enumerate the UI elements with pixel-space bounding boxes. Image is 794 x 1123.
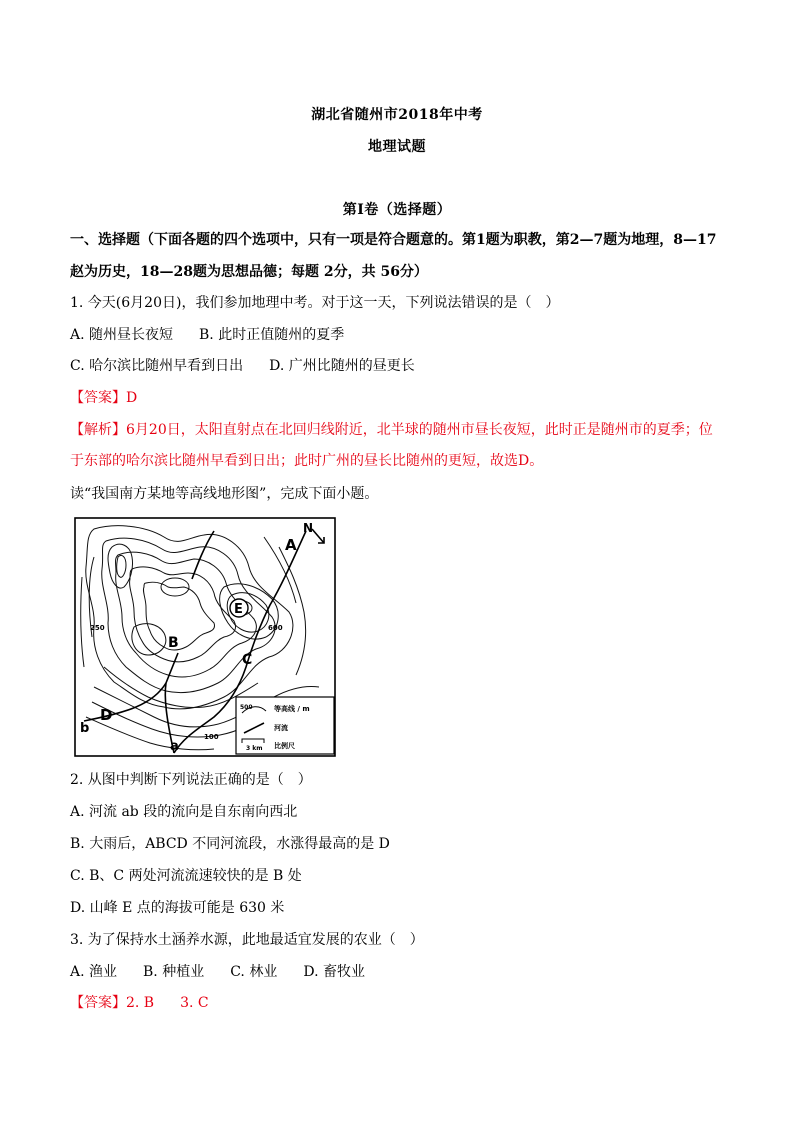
question-1-option-a: A. 随州昼长夜短 [70, 327, 174, 343]
question-3-option-d: D. 畜牧业 [303, 964, 365, 980]
point-c-label: C [242, 652, 253, 668]
question-1-stem: 1. 今天(6月20日)，我们参加地理中考。对于这一天，下列说法错误的是（ ） [70, 295, 560, 311]
question-2-stem: 2. 从图中判断下列说法正确的是（ ） [70, 772, 312, 788]
reading-intro: 读“我国南方某地等高线地形图”，完成下面小题。 [70, 486, 379, 502]
contour-100-label: 100 [204, 733, 219, 741]
question-1-option-d: D. 广州比随州的昼更长 [269, 358, 415, 374]
question-2-option-d: D. 山峰 E 点的海拔可能是 630 米 [70, 900, 285, 916]
question-2-option-b: B. 大雨后，ABCD 不同河流段，水涨得最高的是 D [70, 836, 390, 852]
point-a-label: A [285, 536, 297, 554]
answer-tag: 【答案】 [70, 390, 126, 406]
question-1-answer [70, 388, 730, 408]
legend-river-text: 河流 [274, 724, 288, 732]
question-1-option-c: C. 哈尔滨比随州早看到日出 [70, 358, 244, 374]
section-heading: 第Ⅰ卷（选择题） [342, 202, 452, 218]
point-d-label: D [100, 706, 113, 724]
contour-250-label: 250 [90, 624, 105, 632]
point-b-label: B [168, 635, 179, 651]
question-3-option-c: C. 林业 [230, 964, 278, 980]
contour-600-label: 600 [268, 624, 283, 632]
point-e-label: E [234, 602, 243, 617]
document-subtitle: 地理试题 [368, 139, 426, 155]
instructions-line-2: 赵为历史，18—28题为思想品德；每题 2分，共 56分） [70, 264, 428, 280]
question-1-option-b: B. 此时正值随州的夏季 [199, 327, 345, 343]
question-3-option-b: B. 种植业 [143, 964, 205, 980]
answer-3: 3. C [180, 995, 209, 1011]
legend-contour-text: 等高线 / m [274, 705, 310, 713]
question-2-option-a: A. 河流 ab 段的流向是自东南向西北 [70, 804, 298, 820]
legend-scale-text: 比例尺 [274, 742, 295, 750]
legend-contour-value: 500 [240, 704, 253, 711]
question-3-stem: 3. 为了保持水土涵养水源，此地最适宜发展的农业（ ） [70, 932, 424, 948]
contour-map [74, 517, 336, 757]
question-1-analysis-line-1 [70, 420, 730, 440]
river-b-label: b [80, 721, 90, 736]
river-a-label: a [170, 739, 179, 754]
question-1-analysis-line-2: 于东部的哈尔滨比随州早看到日出；此时广州的昼长比随州的更短，故选D。 [70, 453, 544, 469]
question-1-options-ab [70, 325, 730, 345]
map-legend [236, 697, 334, 754]
answer-value: D [126, 390, 138, 406]
answers-2-3 [70, 993, 730, 1013]
north-label: N [303, 521, 314, 535]
instructions-line-1: 一、选择题（下面各题的四个选项中，只有一项是符合题意的。第1题为职教，第2—7题为地理，8—17 [70, 232, 717, 248]
document-title: 湖北省随州市2018年中考 [311, 107, 483, 123]
answer-2: 2. B [126, 995, 155, 1011]
contour-map-figure [74, 517, 336, 757]
answers-tag: 【答案】 [70, 995, 126, 1011]
question-1-options-cd [70, 356, 730, 376]
legend-scale-value: 3 km [246, 745, 263, 752]
question-3-options [70, 962, 730, 982]
analysis-text-1: 6月20日，太阳直射点在北回归线附近，北半球的随州市昼长夜短，此时正是随州市的夏季；位 [126, 422, 713, 438]
analysis-tag: 【解析】 [70, 422, 126, 438]
question-2-option-c: C. B、C 两处河流流速较快的是 B 处 [70, 868, 302, 884]
question-3-option-a: A. 渔业 [70, 964, 118, 980]
